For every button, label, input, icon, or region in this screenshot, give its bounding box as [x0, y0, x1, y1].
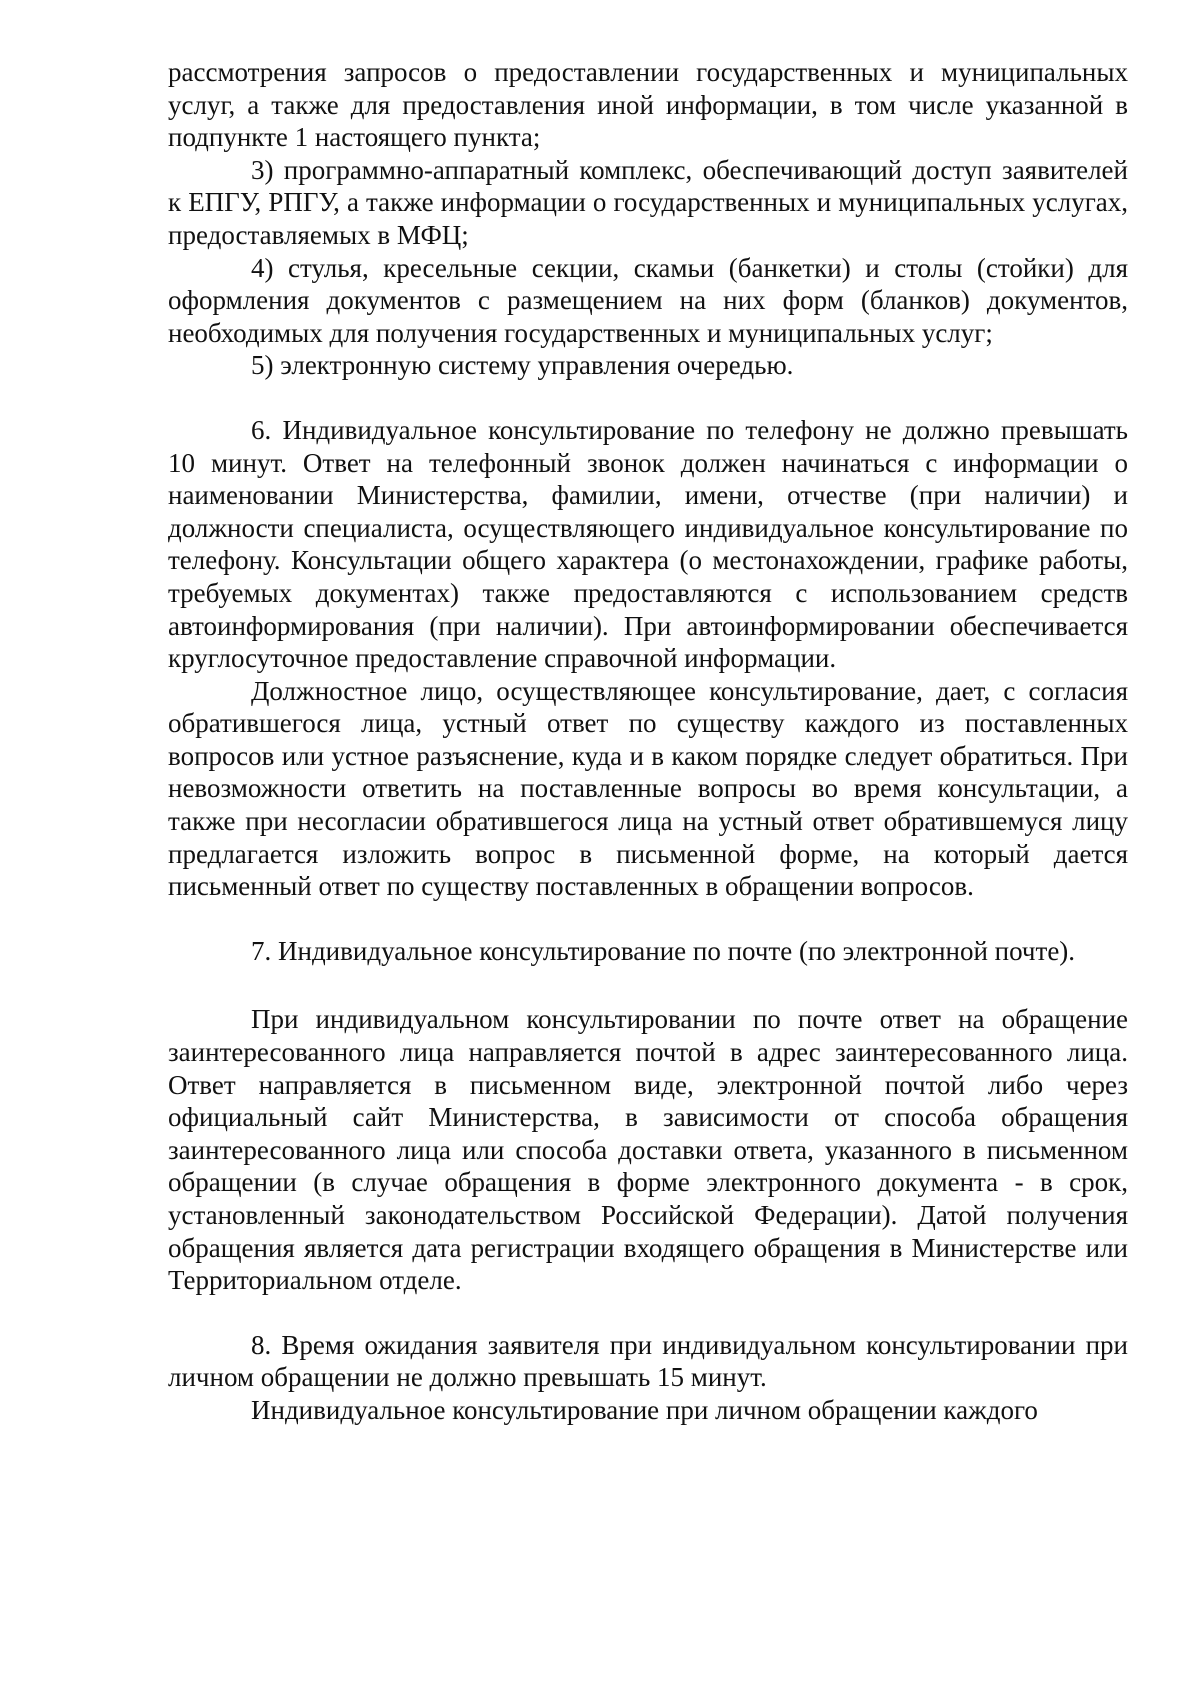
document-body [168, 56, 1128, 1427]
paragraph-item-3: 3) программно-аппаратный комплекс, обеспечивающий доступ заявителей к ЕПГУ, РПГУ, а также информации о государственных и муниципальных услугах, предоставляемых в МФЦ; [168, 154, 1128, 250]
paragraph-section-6-detail: Должностное лицо, осуществляющее консультирование, дает, с согласия обратившегося лица, устный ответ по существу каждого из поставленных вопросов или устное разъяснение, куда и в каком порядке следует обратиться. При невозможности ответить на поставленные вопросы во время консультации, а также при несогласии обратившегося лица на устный ответ обратившемуся лицу предлагается изложить вопрос в письменной форме, на который дается письменный ответ по существу поставленных в обращении вопросов. [168, 675, 1128, 902]
paragraph-section-6: 6. Индивидуальное консультирование по телефону не должно превышать 10 минут. Ответ на телефонный звонок должен начинаться с информации о наименовании Министерства, фамилии, имени, отчестве (при наличии) и должности специалиста, осуществляющего индивидуальное консультирование по телефону. Консультации общего характера (о местонахождении, графике работы, требуемых документах) также предоставляются с использованием средств автоинформирования (при наличии). При автоинформировании обеспечивается круглосуточное предоставление справочной информации. [168, 414, 1128, 674]
paragraph-section-7: 7. Индивидуальное консультирование по почте (по электронной почте). [251, 935, 1076, 966]
paragraph-continuation: рассмотрения запросов о предоставлении государственных и муниципальных услуг, а также для предоставления иной информации, в том числе указанной в подпункте 1 настоящего пункта; [168, 57, 1128, 153]
paragraph-section-7-detail: При индивидуальном консультировании по почте ответ на обращение заинтересованного лица направляется почтой в адрес заинтересованного лица. Ответ направляется в письменном виде, электронной почтой либо через официальный сайт Министерства, в зависимости от способа обращения заинтересованного лица или способа доставки ответа, указанного в письменном обращении (в случае обращения в форме электронного документа - в срок, установленный законодательством Российской Федерации). Датой получения обращения является дата регистрации входящего обращения в Министерстве или Территориальном отделе. [168, 1004, 1128, 1296]
paragraph-section-8: 8. Время ожидания заявителя при индивидуальном консультировании при личном обращении не должно превышать 15 минут. [168, 1329, 1128, 1393]
paragraph-section-8-continuation: Индивидуальное консультирование при личном обращении каждого [251, 1394, 1038, 1425]
paragraph-item-4: 4) стулья, кресельные секции, скамьи (банкетки) и столы (стойки) для оформления документов с размещением на них форм (бланков) документов, необходимых для получения государственных и муниципальных услуг; [168, 252, 1128, 348]
paragraph-item-5: 5) электронную систему управления очередью. [251, 350, 794, 381]
